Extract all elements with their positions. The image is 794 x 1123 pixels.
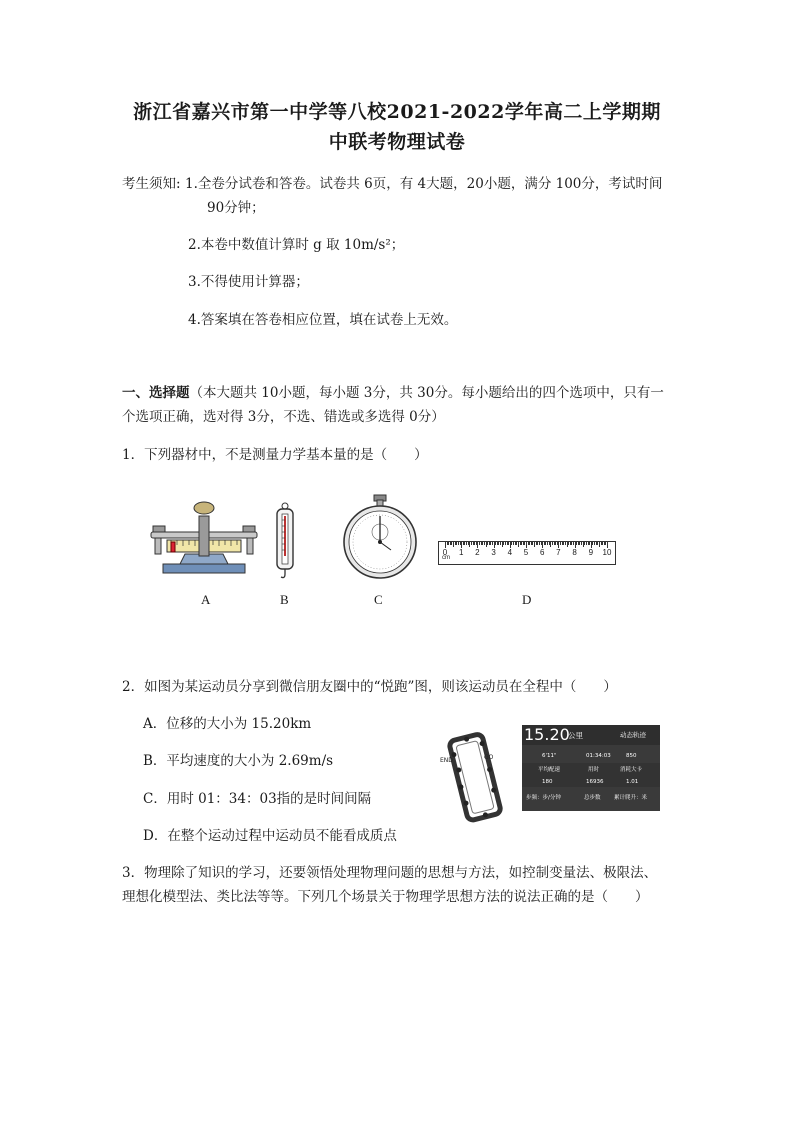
climb-value: 1.01	[626, 779, 639, 785]
ruler-tick	[549, 542, 550, 545]
ruler-tick	[448, 542, 449, 545]
ruler-tick	[518, 542, 519, 547]
ruler-tick	[505, 542, 506, 545]
q1-option-d-label: D	[522, 592, 532, 607]
cadence-label: 步频：步/分钟	[526, 795, 561, 801]
ruler-tick	[589, 542, 590, 545]
ruler-tick	[469, 542, 470, 547]
ruler-tick	[482, 542, 483, 545]
ruler-tick	[573, 542, 574, 545]
ruler-number: 10	[602, 548, 612, 557]
page-title-line1: 浙江省嘉兴市第一中学等八校2021-2022学年高二上学期期	[133, 101, 661, 123]
steps-value: 16936	[586, 779, 604, 785]
run-app-screen	[522, 725, 660, 811]
ruler-tick	[511, 542, 512, 545]
ruler-tick	[571, 542, 572, 545]
ruler-tick	[588, 542, 589, 545]
ruler-tick	[597, 542, 598, 545]
notice-item2: 2.本卷中数值计算时 g 取 10m/s²；	[188, 237, 405, 253]
track-go-label: GO	[484, 754, 494, 761]
ruler-tick	[503, 542, 504, 545]
ruler-tick	[508, 542, 509, 545]
ruler-tick	[502, 542, 503, 547]
ruler-tick	[552, 542, 553, 545]
ruler-tick	[579, 542, 580, 545]
ruler-tick	[601, 542, 602, 545]
ruler-tick	[479, 542, 480, 545]
ruler-tick	[520, 542, 521, 545]
ruler-tick	[550, 542, 551, 547]
climb-label: 累计爬升：米	[614, 795, 648, 801]
ruler-tick	[562, 542, 563, 545]
q1-option-c-label: C	[374, 592, 383, 607]
distance-unit: 公里	[568, 731, 583, 740]
ruler-tick	[536, 542, 537, 545]
ruler-tick	[596, 542, 597, 545]
ruler-tick	[594, 542, 595, 545]
steps-label: 总步数	[584, 795, 601, 801]
q2-option-d: D．在整个运动过程中运动员不能看成质点	[143, 828, 397, 844]
ruler-tick	[602, 542, 603, 545]
q1-stem: 1．下列器材中，不是测量力学基本量的是（ ）	[122, 447, 428, 463]
section-desc-line2: 个选项正确，选对得 3分，不选、错选或多选得 0分）	[122, 409, 445, 425]
ruler-ticks	[439, 542, 615, 564]
ruler-tick	[565, 542, 566, 545]
ruler-tick	[599, 542, 600, 547]
q2-option-b: B．平均速度的大小为 2.69m/s	[143, 753, 334, 769]
ruler-image	[438, 541, 616, 565]
ruler-tick	[541, 542, 542, 545]
ruler-number: 1	[458, 548, 464, 557]
ruler-tick	[453, 542, 454, 547]
ruler-number: 9	[588, 548, 594, 557]
duration-label: 用时	[588, 767, 600, 773]
ruler-tick	[497, 542, 498, 545]
ruler-tick	[471, 542, 472, 545]
ruler-number: 7	[556, 548, 561, 557]
ruler-tick	[567, 542, 568, 547]
ruler-tick	[456, 542, 457, 545]
ruler-number: 0	[442, 548, 448, 557]
ruler-tick	[537, 542, 538, 545]
notice-item4: 4.答案填在答卷相应位置，填在试卷上无效。	[188, 312, 458, 328]
ruler-tick	[532, 542, 533, 545]
ruler-tick	[451, 542, 452, 545]
calories-value: 850	[626, 753, 637, 759]
balance-scale-image	[145, 498, 263, 578]
ruler-tick	[583, 542, 584, 547]
ruler-tick	[466, 542, 467, 545]
ruler-tick	[578, 542, 579, 545]
ruler-tick	[604, 542, 605, 545]
ruler-tick	[568, 542, 569, 545]
ruler-tick	[592, 542, 593, 545]
track-end-label: END	[440, 757, 453, 764]
ruler-tick	[447, 542, 448, 545]
ruler-number: 6	[539, 548, 545, 557]
pace-value: 6'11"	[542, 753, 557, 759]
ruler-tick	[489, 542, 490, 545]
page-title-line2: 中联考物理试卷	[328, 131, 466, 153]
ruler-tick	[507, 542, 508, 545]
ruler-tick	[476, 542, 477, 545]
ruler-tick	[474, 542, 475, 545]
q2-option-a: A．位移的大小为 15.20km	[143, 716, 312, 732]
notice-item3: 3.不得使用计算器；	[188, 274, 309, 290]
ruler-tick	[570, 542, 571, 545]
ruler-tick	[547, 542, 548, 545]
ruler-tick	[500, 542, 501, 545]
ruler-tick	[557, 542, 558, 545]
pace-label: 平均配速	[538, 767, 561, 773]
spring-scale-image	[273, 502, 297, 582]
ruler-tick	[515, 542, 516, 545]
ruler-tick	[468, 542, 469, 545]
ruler-number: 4	[507, 548, 513, 557]
ruler-tick	[498, 542, 499, 545]
stopwatch-image	[339, 494, 421, 580]
ruler-tick	[473, 542, 474, 545]
notice-label: 考生须知:	[122, 176, 181, 192]
ruler-tick	[460, 542, 461, 545]
ruler-tick	[486, 542, 487, 547]
q1-option-b-label: B	[280, 592, 289, 607]
q3-line1: 3．物理除了知识的学习，还要领悟处理物理问题的思想与方法，如控制变量法、极限法、	[122, 865, 658, 881]
ruler-tick	[581, 542, 582, 545]
distance-value: 15.20	[524, 725, 570, 744]
ruler-number: 2	[475, 548, 480, 557]
track-title: 动态轨迹	[620, 731, 646, 739]
section-heading	[122, 381, 664, 401]
ruler-tick	[492, 542, 493, 545]
ruler-tick	[495, 542, 496, 545]
ruler-tick	[555, 542, 556, 545]
q3-line2: 理想化模型法、类比法等等。下列几个场景关于物理学思想方法的说法正确的是（ ）	[122, 889, 649, 905]
ruler-tick	[539, 542, 540, 545]
running-track-image	[440, 728, 512, 826]
notice-item1-line1: 1.全卷分试卷和答卷。试卷共 6页，有 4大题，20小题，满分 100分，考试时间	[185, 176, 663, 192]
ruler-tick	[524, 542, 525, 545]
ruler-tick	[544, 542, 545, 545]
ruler-number: 5	[523, 548, 529, 557]
ruler-tick	[531, 542, 532, 545]
ruler-tick	[560, 542, 561, 545]
ruler-tick	[545, 542, 546, 545]
calories-label: 消耗大卡	[620, 767, 643, 773]
ruler-tick	[605, 542, 606, 545]
ruler-tick	[513, 542, 514, 545]
q2-stem: 2．如图为某运动员分享到微信朋友圈中的“悦跑”图，则该运动员在全程中（ ）	[122, 679, 617, 695]
ruler-number: 8	[572, 548, 577, 557]
ruler-tick	[464, 542, 465, 545]
ruler-tick	[586, 542, 587, 545]
section-desc-line1: （本大题共 10小题，每小题 3分，共 30分。每小题给出的四个选项中，只有一	[189, 385, 664, 401]
ruler-tick	[523, 542, 524, 545]
ruler-tick	[554, 542, 555, 545]
ruler-tick	[576, 542, 577, 545]
ruler-tick	[563, 542, 564, 545]
ruler-tick	[458, 542, 459, 545]
ruler-tick	[484, 542, 485, 545]
notice-item1-line2: 90分钟；	[207, 200, 265, 216]
q1-option-a-label: A	[201, 592, 211, 607]
ruler-tick	[455, 542, 456, 545]
duration-value: 01:34:03	[586, 753, 611, 759]
ruler-tick	[490, 542, 491, 545]
ruler-tick	[529, 542, 530, 545]
q2-option-c: C．用时 01：34：03指的是时间间隔	[143, 791, 372, 807]
ruler-tick	[481, 542, 482, 545]
cadence-value: 180	[542, 779, 553, 785]
ruler-tick	[584, 542, 585, 545]
ruler-tick	[516, 542, 517, 545]
ruler-unit: cm	[442, 555, 450, 561]
ruler-tick	[463, 542, 464, 545]
ruler-tick	[534, 542, 535, 547]
ruler-tick	[521, 542, 522, 545]
ruler-tick	[528, 542, 529, 545]
section-title: 一、选择题	[122, 385, 190, 401]
ruler-number: 3	[491, 548, 496, 557]
ruler-tick	[487, 542, 488, 545]
ruler-tick	[450, 542, 451, 545]
